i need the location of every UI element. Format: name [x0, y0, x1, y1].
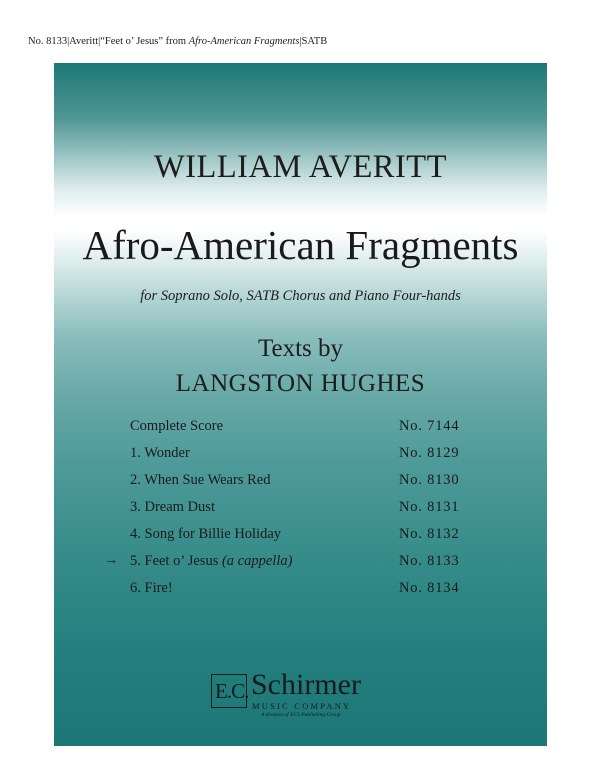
- header-collection: Afro-American Fragments: [188, 36, 300, 47]
- ec-logo-initials: E.C.: [215, 679, 249, 703]
- publisher-division: A division of ECS Publishing Group: [261, 712, 341, 718]
- publisher-logo: [211, 666, 391, 718]
- poet-name: LANGSTON HUGHES: [175, 370, 426, 397]
- listing-number: No. 8130: [399, 472, 460, 488]
- listing-row-dream-dust: [54, 499, 547, 526]
- listing-row-complete-score: [54, 418, 547, 445]
- listing-row-when-sue-wears-red: [54, 472, 547, 499]
- cover-panel: [54, 63, 547, 746]
- listing-title: 6. Fire!: [130, 580, 173, 596]
- work-subtitle: for Soprano Solo, SATB Chorus and Piano Four-hands: [140, 288, 461, 304]
- listing-title: [130, 553, 292, 570]
- header-prefix: No. 8133|Averitt|“Feet o’ Jesus” from: [28, 36, 189, 47]
- listing-title: 4. Song for Billie Holiday: [130, 526, 282, 542]
- listing-title: 3. Dream Dust: [130, 499, 215, 515]
- publisher-name: Schirmer: [251, 668, 361, 701]
- listing-title: Complete Score: [130, 418, 224, 434]
- listing-number: No. 7144: [399, 418, 460, 434]
- listing-row-song-for-billie-holiday: [54, 526, 547, 553]
- listing-number: No. 8132: [399, 526, 460, 542]
- listing-row-fire: [54, 580, 547, 607]
- listing-title-text: 5. Feet o’ Jesus: [130, 553, 219, 569]
- header-catalog-line: [28, 36, 327, 47]
- listing-title: 1. Wonder: [130, 445, 190, 461]
- header-suffix: |SATB: [299, 36, 328, 47]
- listing-number: No. 8131: [399, 499, 460, 515]
- listing-number: No. 8129: [399, 445, 460, 461]
- arrow-right-icon: →: [104, 552, 119, 568]
- listing-number: No. 8134: [399, 580, 460, 596]
- work-title: Afro-American Fragments: [82, 222, 519, 268]
- listing-title: 2. When Sue Wears Red: [130, 472, 271, 488]
- listing-row-wonder: [54, 445, 547, 472]
- composer-name: WILLIAM AVERITT: [153, 149, 448, 185]
- listing-title-note: (a cappella): [221, 553, 293, 569]
- listing-row-feet-o-jesus: [54, 553, 547, 580]
- texts-by-label: Texts by: [257, 335, 344, 362]
- listing-number: No. 8133: [399, 553, 460, 569]
- publisher-company: MUSIC COMPANY: [252, 701, 352, 711]
